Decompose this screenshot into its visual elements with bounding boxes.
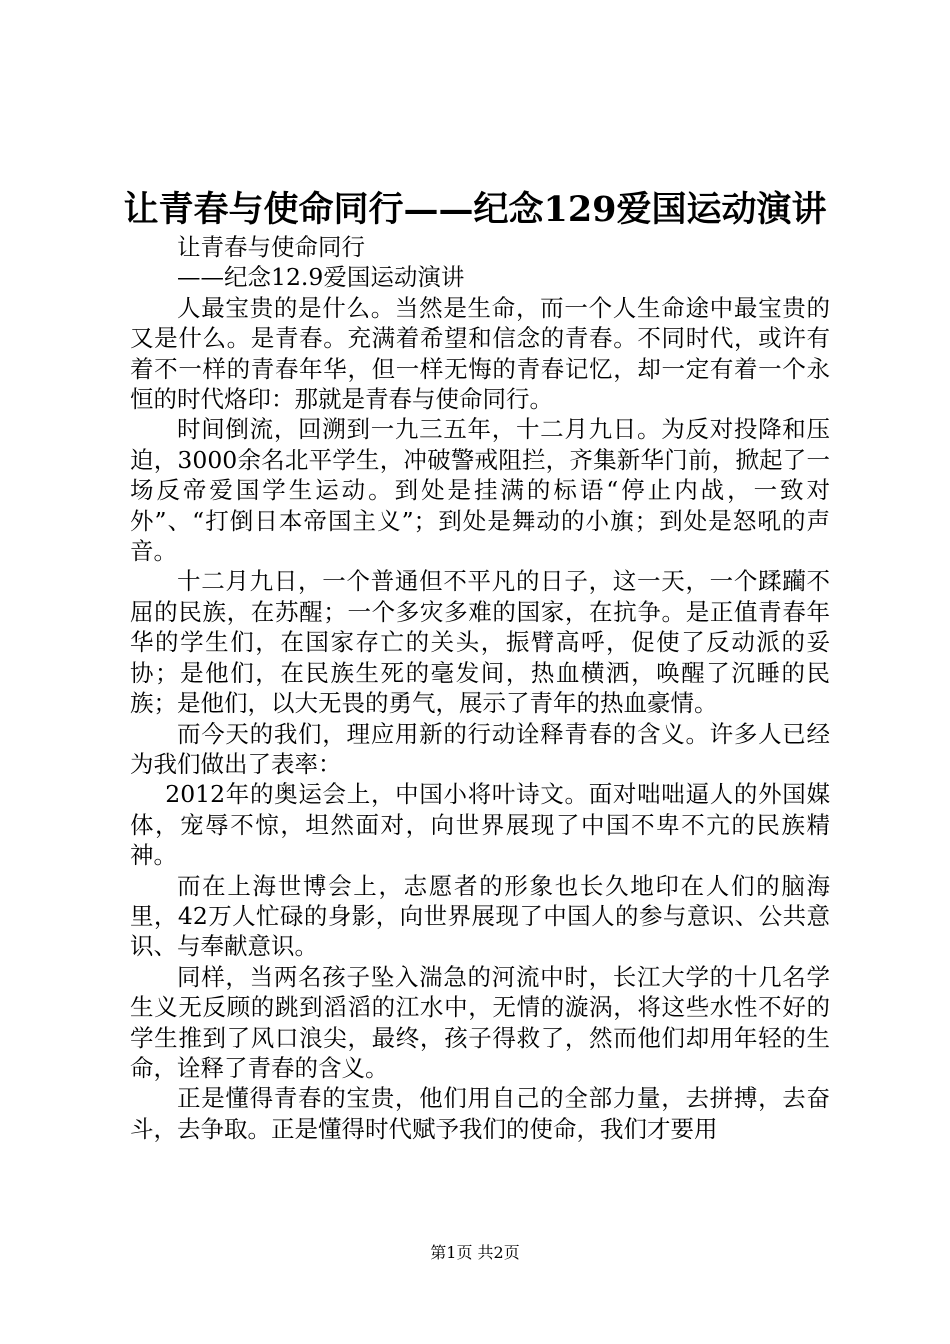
- paragraph: 正是懂得青春的宝贵，他们用自己的全部力量，去拼搏，去奋斗，去争取。正是懂得时代赋予我们的使命，我们才要用: [130, 1084, 830, 1143]
- paragraph: 人最宝贵的是什么。当然是生命，而一个人生命途中最宝贵的又是什么。是青春。充满着希望和信念的青春。不同时代，或许有着不一样的青春年华，但一样无悔的青春记忆，却一定有着一个永恒的时代烙印：那就是青春与使命同行。: [130, 293, 830, 414]
- document-body: [130, 232, 830, 1144]
- paragraph: 2012年的奥运会上，中国小将叶诗文。面对咄咄逼人的外国媒体，宠辱不惊，坦然面对，向世界展现了中国不卑不亢的民族精神。: [130, 780, 830, 870]
- paragraph: 十二月九日，一个普通但不平凡的日子，这一天，一个蹂躏不屈的民族，在苏醒；一个多灾多难的国家，在抗争。是正值青春年华的学生们，在国家存亡的关头，振臂高呼，促使了反动派的妥协；是他们，在民族生死的毫发间，热血横洒，唤醒了沉睡的民族；是他们，以大无畏的勇气，展示了青年的热血豪情。: [130, 567, 830, 718]
- paragraph: 而今天的我们，理应用新的行动诠释青春的含义。许多人已经为我们做出了表率：: [130, 719, 830, 778]
- paragraph: 同样，当两名孩子坠入湍急的河流中时，长江大学的十几名学生义无反顾的跳到滔滔的江水中，无情的漩涡，将这些水性不好的学生推到了风口浪尖，最终，孩子得救了，然而他们却用年轻的生命，诠释了青春的含义。: [130, 962, 830, 1082]
- document-title: 让青春与使命同行——纪念129爱国运动演讲: [123, 189, 827, 230]
- paragraph-subtitle-dedication: ——纪念12.9爱国运动演讲: [177, 263, 465, 292]
- page-number-footer: 第1页 共2页: [430, 1243, 520, 1262]
- paragraph: 而在上海世博会上，志愿者的形象也长久地印在人们的脑海里，42万人忙碌的身影，向世界展现了中国人的参与意识、公共意识、与奉献意识。: [130, 871, 830, 961]
- paragraph-subtitle: 让青春与使命同行: [177, 233, 365, 261]
- paragraph: 时间倒流，回溯到一九三五年，十二月九日。为反对投降和压迫，3000余名北平学生，冲破警戒阻拦，齐集新华门前，掀起了一场反帝爱国学生运动。到处是挂满的标语“停止内战，一致对外”、“打倒日本帝国主义”；到处是舞动的小旗；到处是怒吼的声音。: [130, 415, 830, 566]
